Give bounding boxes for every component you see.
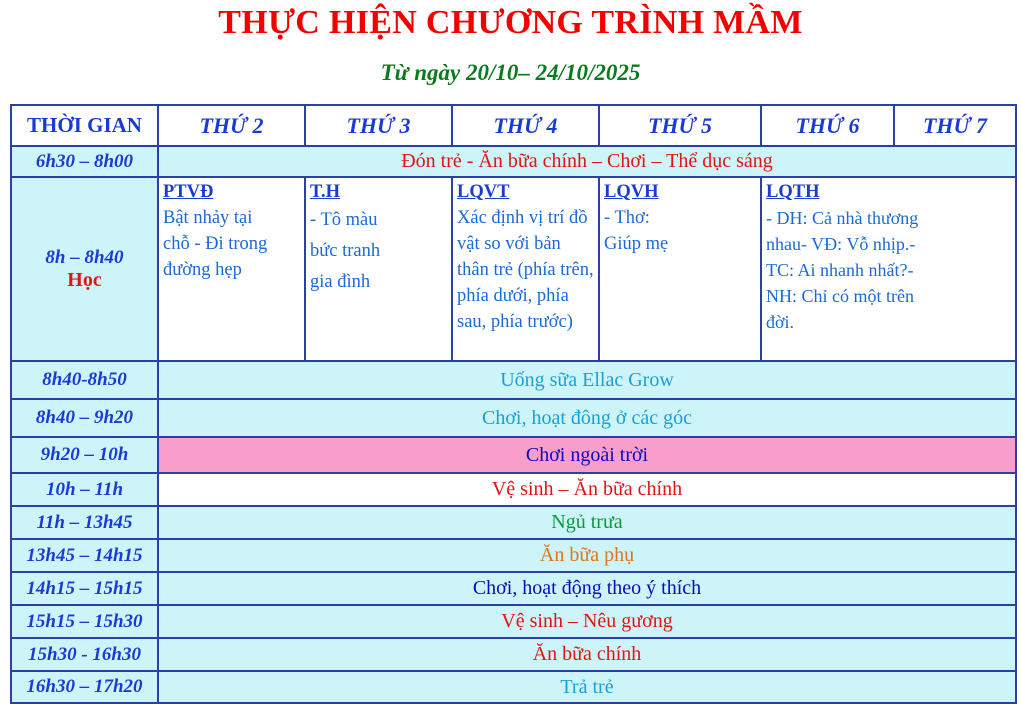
lesson-line: - DH: Cả nhà thương xyxy=(766,208,919,228)
study-cell-tue xyxy=(305,177,452,361)
lesson-line: đời. xyxy=(766,312,795,332)
header-time: THỜI GIAN xyxy=(11,105,158,146)
lesson-line: thân trẻ (phía trên, xyxy=(457,260,594,280)
table-row xyxy=(11,572,1016,605)
time-cell: 11h – 13h45 xyxy=(11,506,158,539)
activity-cell: Vệ sinh – Ăn bữa chính xyxy=(158,473,1016,506)
table-row xyxy=(11,146,1016,177)
activity-cell: Chơi, hoạt đông ở các góc xyxy=(158,399,1016,437)
study-cell-mon xyxy=(158,177,305,361)
study-row xyxy=(11,177,1016,361)
lesson-line: sau, phía trước) xyxy=(457,312,573,332)
table-row xyxy=(11,638,1016,671)
lesson-line: Giúp mẹ xyxy=(604,234,669,254)
study-cell-wed xyxy=(452,177,599,361)
lesson-line: bức tranh xyxy=(310,241,381,261)
activity-cell: Ngủ trưa xyxy=(158,506,1016,539)
header-day-thu: THỨ 5 xyxy=(599,105,761,146)
subject-title: LQVH xyxy=(604,182,659,202)
lesson-line: Xác định vị trí đồ xyxy=(457,208,588,228)
study-time: 8h – 8h40 xyxy=(45,246,124,268)
header-day-wed: THỨ 4 xyxy=(452,105,599,146)
header-day-tue: THỨ 3 xyxy=(305,105,452,146)
time-cell: 10h – 11h xyxy=(11,473,158,506)
lesson-line: chỗ - Đi trong xyxy=(163,234,268,254)
table-row xyxy=(11,437,1016,473)
study-label: Học xyxy=(67,268,102,291)
header-day-fri: THỨ 6 xyxy=(761,105,894,146)
time-cell: 13h45 – 14h15 xyxy=(11,539,158,572)
activity-cell: Ăn bữa chính xyxy=(158,638,1016,671)
time-cell: 15h15 – 15h30 xyxy=(11,605,158,638)
time-cell: 16h30 – 17h20 xyxy=(11,671,158,703)
lesson-line: vật so với bản xyxy=(457,234,561,254)
table-row xyxy=(11,361,1016,399)
page-title: THỰC HIỆN CHƯƠNG TRÌNH MẦM xyxy=(218,4,803,41)
study-time-cell xyxy=(11,177,158,361)
table-row xyxy=(11,671,1016,703)
time-cell: 6h30 – 8h00 xyxy=(11,146,158,177)
study-cell-thu xyxy=(599,177,761,361)
activity-cell: Vệ sinh – Nêu gương xyxy=(158,605,1016,638)
schedule-table xyxy=(10,104,1017,704)
lesson-line: nhau- VĐ: Vỗ nhịp.- xyxy=(766,234,916,254)
lesson-line: - Thơ: xyxy=(604,208,650,228)
date-range: Từ ngày 20/10– 24/10/2025 xyxy=(380,60,641,85)
time-cell: 9h20 – 10h xyxy=(11,437,158,473)
subject-title: LQVT xyxy=(457,182,510,202)
lesson-line: phía dưới, phía xyxy=(457,286,569,306)
subject-title: PTVĐ xyxy=(163,182,214,202)
activity-cell: Chơi, hoạt động theo ý thích xyxy=(158,572,1016,605)
table-row xyxy=(11,539,1016,572)
subject-title: LQTH xyxy=(766,182,820,202)
subject-title: T.H xyxy=(310,182,340,202)
table-row xyxy=(11,605,1016,638)
table-row xyxy=(11,473,1016,506)
lesson-line: - Tô màu xyxy=(310,210,378,230)
activity-cell: Trả trẻ xyxy=(158,671,1016,703)
time-cell: 8h40-8h50 xyxy=(11,361,158,399)
table-row xyxy=(11,399,1016,437)
activity-cell: Chơi ngoài trời xyxy=(158,437,1016,473)
time-cell: 15h30 - 16h30 xyxy=(11,638,158,671)
lesson-line: NH: Chỉ có một trên xyxy=(766,286,914,306)
lesson-line: gia đình xyxy=(310,272,371,292)
table-row xyxy=(11,506,1016,539)
activity-cell: Đón trẻ - Ăn bữa chính – Chơi – Thể dục sáng xyxy=(158,146,1016,177)
header-row xyxy=(11,105,1016,146)
time-cell: 8h40 – 9h20 xyxy=(11,399,158,437)
lesson-line: Bật nhảy tại xyxy=(163,208,253,228)
lesson-line: TC: Ai nhanh nhất?- xyxy=(766,260,914,280)
study-cell-fri xyxy=(761,177,1016,361)
header-day-mon: THỨ 2 xyxy=(158,105,305,146)
activity-cell: Ăn bữa phụ xyxy=(158,539,1016,572)
lesson-line: đường hẹp xyxy=(163,260,242,280)
time-cell: 14h15 – 15h15 xyxy=(11,572,158,605)
activity-cell: Uống sữa Ellac Grow xyxy=(158,361,1016,399)
header-day-sat: THỨ 7 xyxy=(894,105,1016,146)
